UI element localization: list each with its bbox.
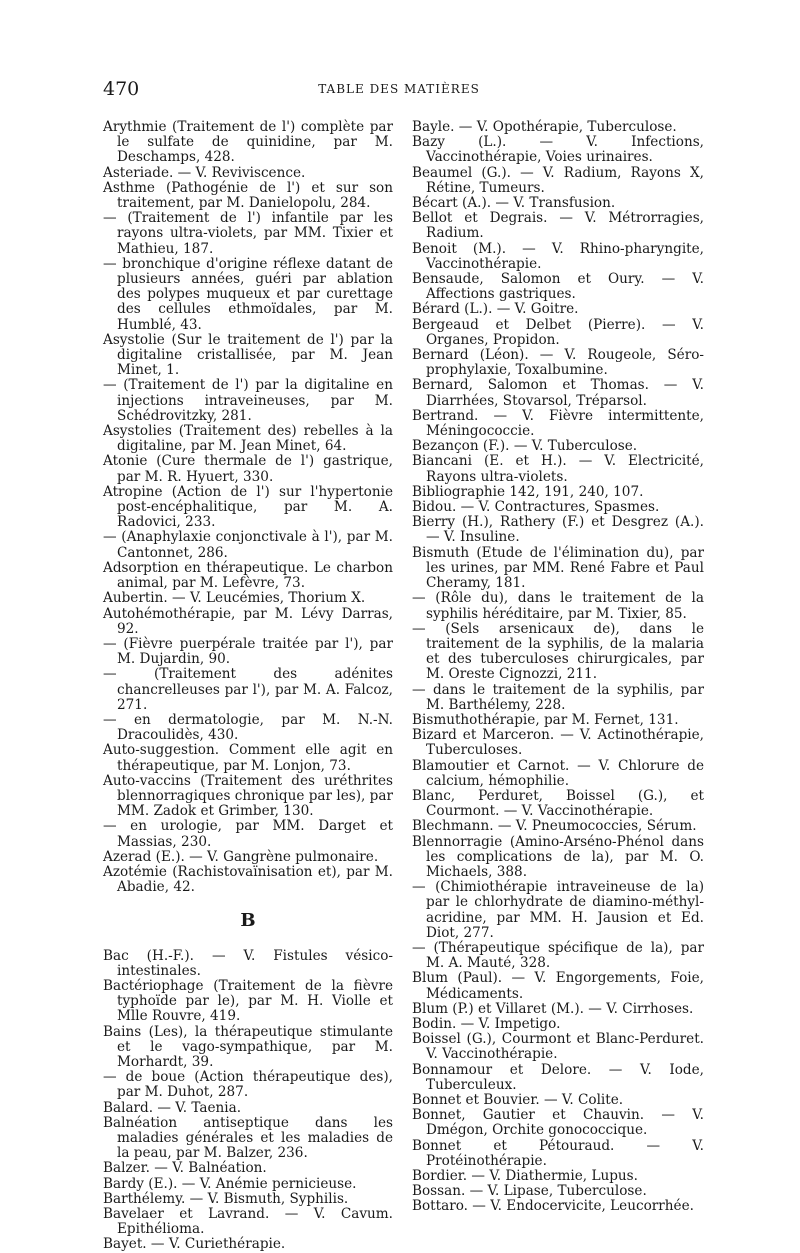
index-entry: Bactériophage (Traitement de la fièvre typhoïde par le), par M. H. Violle et Mlle Rouvre, 419.: [103, 977, 393, 1025]
page-number: 470: [103, 78, 140, 100]
index-entry: Bonnamour et Delore. — V. Iode, Tuberculeux.: [412, 1061, 704, 1093]
index-entry: Bertrand. — V. Fièvre intermittente, Méningococcie.: [412, 407, 704, 440]
index-entry: — dans le traitement de la syphilis, par M. Barthélemy, 228.: [412, 681, 704, 713]
index-entry: Blanc, Perduret, Boissel (G.), et Courmont. — V. Vaccinothérapie.: [412, 787, 704, 820]
index-entry: — en urologie, par MM. Darget et Massias, 230.: [103, 818, 393, 850]
index-entry: Blum (P.) et Villaret (M.). — V. Cirrhoses.: [412, 1000, 694, 1017]
index-entry: Bécart (A.). — V. Transfusion.: [412, 195, 616, 212]
index-entry: — (Rôle du), dans le traitement de la syphilis héréditaire, par M. Tixier, 85.: [412, 590, 704, 622]
index-entry: Asthme (Pathogénie de l') et sur son traitement, par M. Danielopolu, 284.: [103, 179, 393, 212]
page-title: TABLE DES MATIÈRES: [318, 82, 480, 96]
index-entry: Bismuth (Etude de l'élimination du), par les urines, par MM. René Fabre et Paul Cheramy, 181.: [412, 544, 704, 592]
index-entry: — (Sels arsenicaux de), dans le traitement de la syphilis, de la malaria et des tuberculoses chirurgicales, par M. Oreste Cignozzi, 211.: [412, 620, 704, 683]
index-entry: — (Thérapeutique spécifique de la), par M. A. Mauté, 328.: [412, 939, 704, 972]
index-entry: Bergeaud et Delbet (Pierre). — V. Organes, Propidon.: [412, 316, 704, 348]
index-entry: — de boue (Action thérapeutique des), par M. Duhot, 287.: [103, 1069, 393, 1101]
index-entry: — (Traitement de l') par la digitaline en injections intraveineuses, par M. Schédrovitzky, 281.: [103, 377, 393, 424]
index-entry: Asystolie (Sur le traitement de l') par la digitaline cristallisée, par M. Jean Minet, 1.: [103, 331, 393, 379]
index-entry: Azotémie (Rachistovaïnisation et), par M. Abadie, 42.: [103, 863, 393, 896]
index-entry: Arythmie (Traitement de l') complète par le sulfate de quinidine, par M. Deschamps, 428.: [103, 119, 393, 166]
index-entry: — (Traitement des adénites chancrelleuses par l'), par M. A. Falcoz, 271.: [103, 666, 393, 713]
index-entry: — bronchique d'origine réflexe datant de plusieurs années, guéri par ablation des polypes muqueux et par curettage des cellules ethmoïdales, par M. Humblé, 43.: [103, 255, 393, 333]
index-entry: Auto-vaccins (Traitement des uréthrites blennorragiques chronique par les), par MM. Zadok et Grimber, 130.: [103, 772, 393, 820]
index-entry: Balzer. — V. Balnéation.: [103, 1160, 267, 1177]
section-letter-b: B: [240, 910, 256, 932]
index-entry: Bayet. — V. Curiethérapie.: [103, 1236, 286, 1253]
index-entry: Boissel (G.), Courmont et Blanc-Perduret. V. Vaccinothérapie.: [412, 1031, 704, 1063]
index-entry: — (Anaphylaxie conjonctivale à l'), par M. Cantonnet, 286.: [103, 529, 393, 561]
entries-a: [103, 120, 393, 895]
index-entry: Bavelaer et Lavrand. — V. Cavum. Epithélioma.: [103, 1206, 393, 1238]
index-entry: Blechmann. — V. Pneumococcies, Sérum.: [412, 818, 697, 835]
index-entry: Bierry (H.), Rathery (F.) et Desgrez (A.). — V. Insuline.: [412, 514, 704, 546]
index-entry: Bazy (L.). — V. Infections, Vaccinothérapie, Voies urinaires.: [412, 134, 704, 166]
index-entry: Benoit (M.). — V. Rhino-pharyngite, Vaccinothérapie.: [412, 240, 704, 272]
index-entry: Blennorragie (Amino-Arséno-Phénol dans les complications de la), par M. O. Michaels, 388.: [412, 833, 704, 880]
index-entry: Balard. — V. Taenia.: [103, 1099, 242, 1116]
index-entry: Bernard (Léon). — V. Rougeole, Séro-prophylaxie, Toxalbumine.: [412, 347, 704, 379]
index-entry: Biancani (E. et H.). — V. Electricité, Rayons ultra-violets.: [412, 453, 704, 485]
index-entry: Bains (Les), la thérapeutique stimulante et le vago-sympathique, par M. Morhardt, 39.: [103, 1023, 393, 1070]
index-entry: Beaumel (G.). — V. Radium, Rayons X, Rétine, Tumeurs.: [412, 164, 704, 196]
index-entry: Bellot et Degrais. — V. Métrorragies, Radium.: [412, 210, 704, 242]
index-entry: — en dermatologie, par M. N.-N. Dracoulidès, 430.: [103, 711, 393, 744]
index-entry: Bonnet et Bouvier. — V. Colite.: [412, 1092, 624, 1108]
page-header: [103, 78, 695, 100]
index-entry: Bonnet, Gautier et Chauvin. — V. Dmégon, Orchite gonococcique.: [412, 1107, 704, 1139]
index-entry: Bismuthothérapie, par M. Fernet, 131.: [412, 711, 679, 728]
index-entry: — (Fièvre puerpérale traitée par l'), par M. Dujardin, 90.: [103, 635, 393, 668]
index-entry: Bodin. — V. Impetigo.: [412, 1015, 561, 1032]
index-entry: Autohémothérapie, par M. Lévy Darras, 92.: [103, 605, 393, 637]
index-entry: Bac (H.-F.). — V. Fistules vésico-intestinales.: [103, 947, 393, 979]
index-entry: Bernard, Salomon et Thomas. — V. Diarrhées, Stovarsol, Tréparsol.: [412, 377, 704, 409]
index-entry: — (Chimiothérapie intraveineuse de la) par le chlorhydrate de diamino-méthyl-acridine, par MM. H. Jausion et Ed. Diot, 277.: [412, 879, 704, 941]
index-entry: Asteriade. — V. Reviviscence.: [103, 164, 306, 181]
index-entry: Azerad (E.). — V. Gangrène pulmonaire.: [103, 848, 379, 865]
index-entry: Atropine (Action de l') sur l'hypertonie post-encéphalitique, par M. A. Radovici, 233.: [103, 483, 393, 531]
index-entry: Bossan. — V. Lipase, Tuberculose.: [412, 1183, 647, 1200]
index-entry: Blamoutier et Carnot. — V. Chlorure de calcium, hémophilie.: [412, 757, 704, 789]
index-entry: — (Traitement de l') infantile par les rayons ultra-violets, par MM. Tixier et Mathieu, 187.: [103, 210, 393, 257]
index-entry: Adsorption en thérapeutique. Le charbon animal, par M. Lefèvre, 73.: [103, 559, 393, 592]
index-entry: Blum (Paul). — V. Engorgements, Foie, Médicaments.: [412, 970, 704, 1002]
index-entry: Bensaude, Salomon et Oury. — V. Affections gastriques.: [412, 271, 704, 303]
index-entry: Auto-suggestion. Comment elle agit en thérapeutique, par M. Lonjon, 73.: [103, 742, 393, 774]
index-entry: Barthélemy. — V. Bismuth, Syphilis.: [103, 1190, 349, 1207]
entries-right: [412, 120, 704, 1215]
index-entry: Bibliographie 142, 191, 240, 107.: [412, 483, 644, 500]
index-entry: Atonie (Cure thermale de l') gastrique, par M. R. Hyuert, 330.: [103, 453, 393, 485]
entries-b: [103, 949, 393, 1253]
index-entry: Bizard et Marceron. — V. Actinothérapie, Tuberculoses.: [412, 727, 704, 759]
index-entry: Bidou. — V. Contractures, Spasmes.: [412, 499, 660, 516]
index-entry: Bottaro. — V. Endocervicite, Leucorrhée.: [412, 1198, 694, 1215]
index-entry: Bayle. — V. Opothérapie, Tuberculose.: [412, 119, 677, 135]
index-entry: Asystolies (Traitement des) rebelles à la digitaline, par M. Jean Minet, 64.: [103, 423, 393, 455]
index-entry: Bordier. — V. Diathermie, Lupus.: [412, 1168, 638, 1185]
left-column: [103, 120, 393, 1253]
right-column: [412, 120, 704, 1215]
index-entry: Bonnet et Pétouraud. — V. Protéinothérapie.: [412, 1137, 704, 1169]
index-entry: Bezançon (F.). — V. Tuberculose.: [412, 438, 638, 455]
index-entry: Bardy (E.). — V. Anémie pernicieuse.: [103, 1175, 357, 1192]
index-entry: Bérard (L.). — V. Goitre.: [412, 301, 579, 318]
index-entry: Balnéation antiseptique dans les maladies générales et les maladies de la peau, par M. Balzer, 236.: [103, 1114, 393, 1162]
index-entry: Aubertin. — V. Leucémies, Thorium X.: [103, 590, 366, 607]
